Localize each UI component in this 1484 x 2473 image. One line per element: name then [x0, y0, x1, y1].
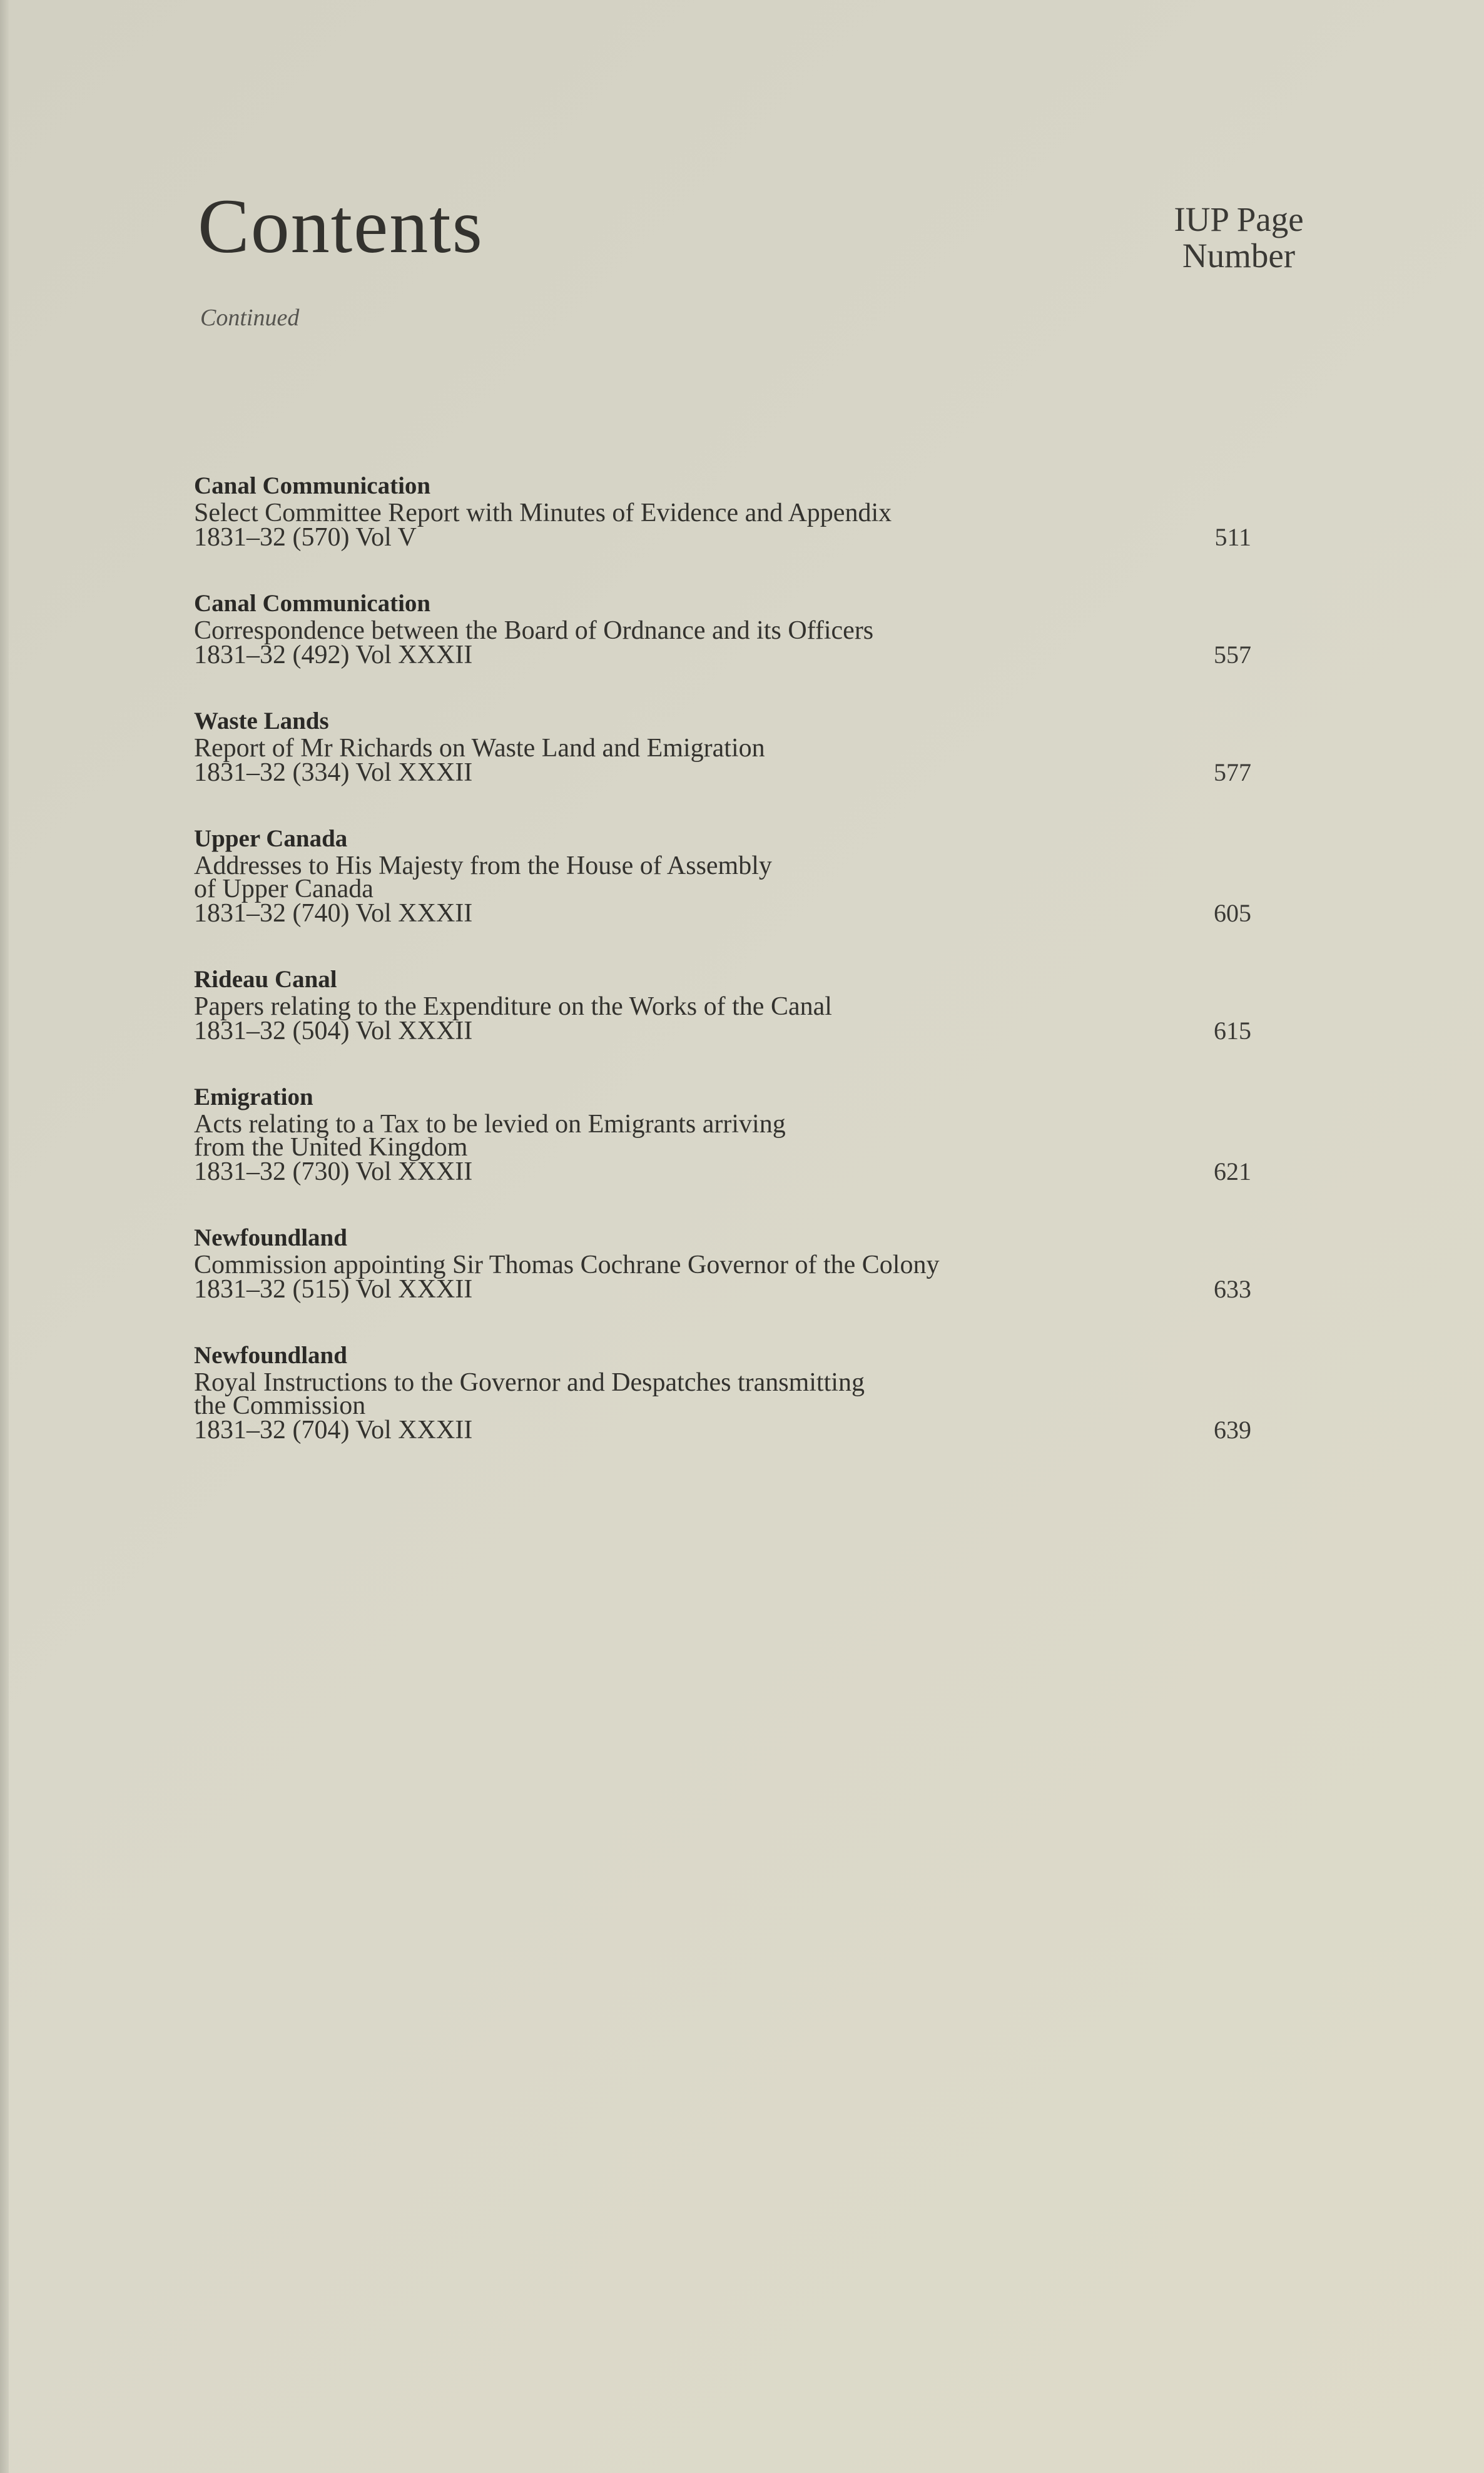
contents-entry [194, 1082, 1270, 1184]
entry-description: Papers relating to the Expenditure on the Works of the Canal [194, 992, 832, 1021]
contents-entry [194, 588, 1270, 668]
entry-page-number: 511 [1214, 523, 1251, 551]
contents-entry [194, 964, 1270, 1044]
entry-heading: Upper Canada [194, 825, 348, 852]
entry-page-number: 633 [1214, 1275, 1251, 1303]
entry-description: Royal Instructions to the Governor and Despatches transmitting [194, 1368, 865, 1397]
continued-label: Continued [200, 305, 300, 331]
entry-reference: 1831–32 (570) Vol V [194, 523, 417, 552]
entry-page-number: 615 [1214, 1017, 1251, 1045]
entry-heading: Newfoundland [194, 1342, 347, 1369]
page-number-column-label-line2: Number [1182, 236, 1296, 275]
entry-description: Report of Mr Richards on Waste Land and Emigration [194, 734, 765, 763]
entry-description: Acts relating to a Tax to be levied on Emigrants arriving [194, 1110, 786, 1139]
entry-description: Correspondence between the Board of Ordnance and its Officers [194, 616, 874, 645]
page-edge [0, 0, 9, 2473]
entry-reference: 1831–32 (704) Vol XXXII [194, 1416, 473, 1445]
contents-entry [194, 706, 1270, 785]
entry-heading: Canal Communication [194, 472, 431, 499]
entry-reference: 1831–32 (515) Vol XXXII [194, 1275, 473, 1304]
contents-entry [194, 470, 1270, 550]
entry-reference: 1831–32 (730) Vol XXXII [194, 1157, 473, 1186]
entry-description: Commission appointing Sir Thomas Cochrane Governor of the Colony [194, 1251, 940, 1279]
entry-description: of Upper Canada [194, 875, 374, 903]
contents-list [194, 470, 1270, 1481]
page-title: Contents [198, 183, 484, 269]
entry-description: Select Committee Report with Minutes of Evidence and Appendix [194, 499, 892, 527]
page-number-column-label-line1: IUP Page [1174, 200, 1304, 238]
page-number-column-header [1145, 201, 1333, 274]
contents-entry [194, 823, 1270, 926]
entry-reference: 1831–32 (492) Vol XXXII [194, 641, 473, 669]
entry-heading: Waste Lands [194, 708, 329, 734]
entry-page-number: 577 [1214, 758, 1251, 786]
entry-reference: 1831–32 (334) Vol XXXII [194, 758, 473, 787]
entry-heading: Canal Communication [194, 590, 431, 617]
entry-heading: Emigration [194, 1084, 313, 1110]
entry-page-number: 557 [1214, 641, 1251, 669]
entry-reference: 1831–32 (504) Vol XXXII [194, 1017, 473, 1045]
entry-description: the Commission [194, 1391, 366, 1420]
entry-heading: Newfoundland [194, 1224, 347, 1251]
entry-page-number: 639 [1214, 1416, 1251, 1444]
entry-description: Addresses to His Majesty from the House of Assembly [194, 851, 772, 880]
entry-page-number: 621 [1214, 1157, 1251, 1186]
entry-heading: Rideau Canal [194, 966, 337, 993]
contents-entry [194, 1222, 1270, 1302]
contents-entry [194, 1340, 1270, 1443]
entry-page-number: 605 [1214, 899, 1251, 927]
entry-description: from the United Kingdom [194, 1133, 468, 1162]
entry-reference: 1831–32 (740) Vol XXXII [194, 899, 473, 928]
